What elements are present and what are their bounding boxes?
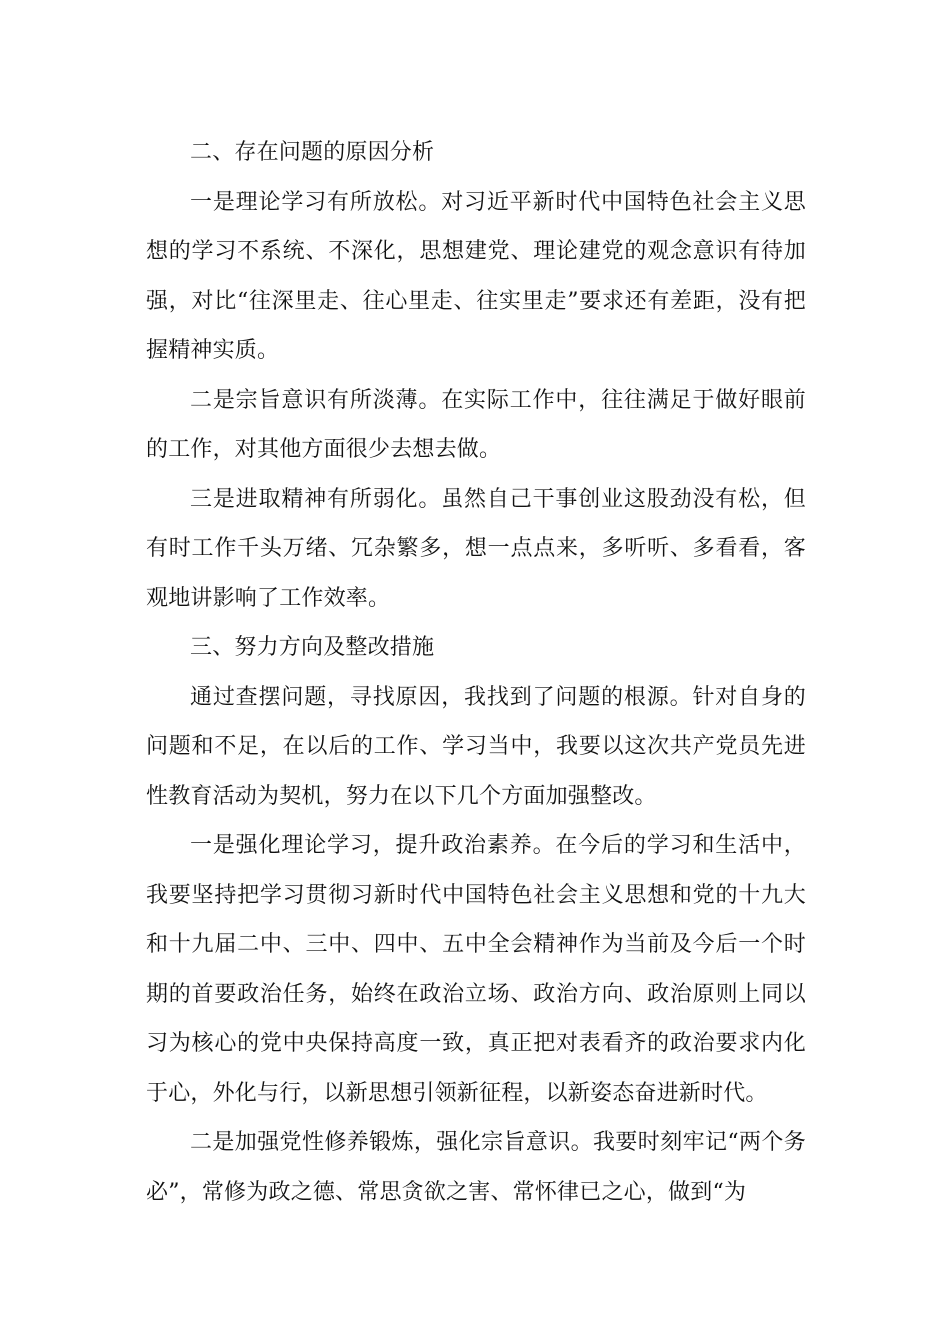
- paragraph-find-root-cause: 通过查摆问题，寻找原因，我找到了问题的根源。针对自身的问题和不足，在以后的工作、学习当中，我要以这次共产党员先进性教育活动为契机，努力在以下几个方面加强整改。: [146, 684, 806, 809]
- section-heading-cause-analysis: 二、存在问题的原因分析: [190, 140, 435, 165]
- paragraph-party-spirit: 二是加强党性修养锻炼，强化宗旨意识。我要时刻牢记“两个务必”，常修为政之德、常思贪欲之害、常怀律已之心，做到“为: [146, 1130, 806, 1205]
- paragraph-enterprising-spirit: 三是进取精神有所弱化。虽然自己干事创业这股劲没有松，但有时工作千头万绪、冗杂繁多，想一点点来，多听听、多看看，客观地讲影响了工作效率。: [146, 486, 806, 611]
- paragraph-purpose-awareness: 二是宗旨意识有所淡薄。在实际工作中，往往满足于做好眼前的工作，对其他方面很少去想去做。: [146, 387, 806, 462]
- document-page: [146, 128, 806, 1217]
- paragraph-strengthen-theory: 一是强化理论学习，提升政治素养。在今后的学习和生活中，我要坚持把学习贯彻习新时代中国特色社会主义思想和党的十九大和十九届二中、三中、四中、五中全会精神作为当前及今后一个时期的首要政治任务，始终在政治立场、政治方向、政治原则上同以习为核心的党中央保持高度一致，真正把对表看齐的政治要求内化于心，外化与行，以新思想引领新征程，以新姿态奋进新时代。: [146, 833, 806, 1106]
- paragraph-theory-study: 一是理论学习有所放松。对习近平新时代中国特色社会主义思想的学习不系统、不深化，思想建党、理论建党的观念意识有待加强，对比“往深里走、往心里走、往实里走”要求还有差距，没有把握精神实质。: [146, 189, 806, 363]
- section-heading-rectification: 三、努力方向及整改措施: [190, 635, 435, 660]
